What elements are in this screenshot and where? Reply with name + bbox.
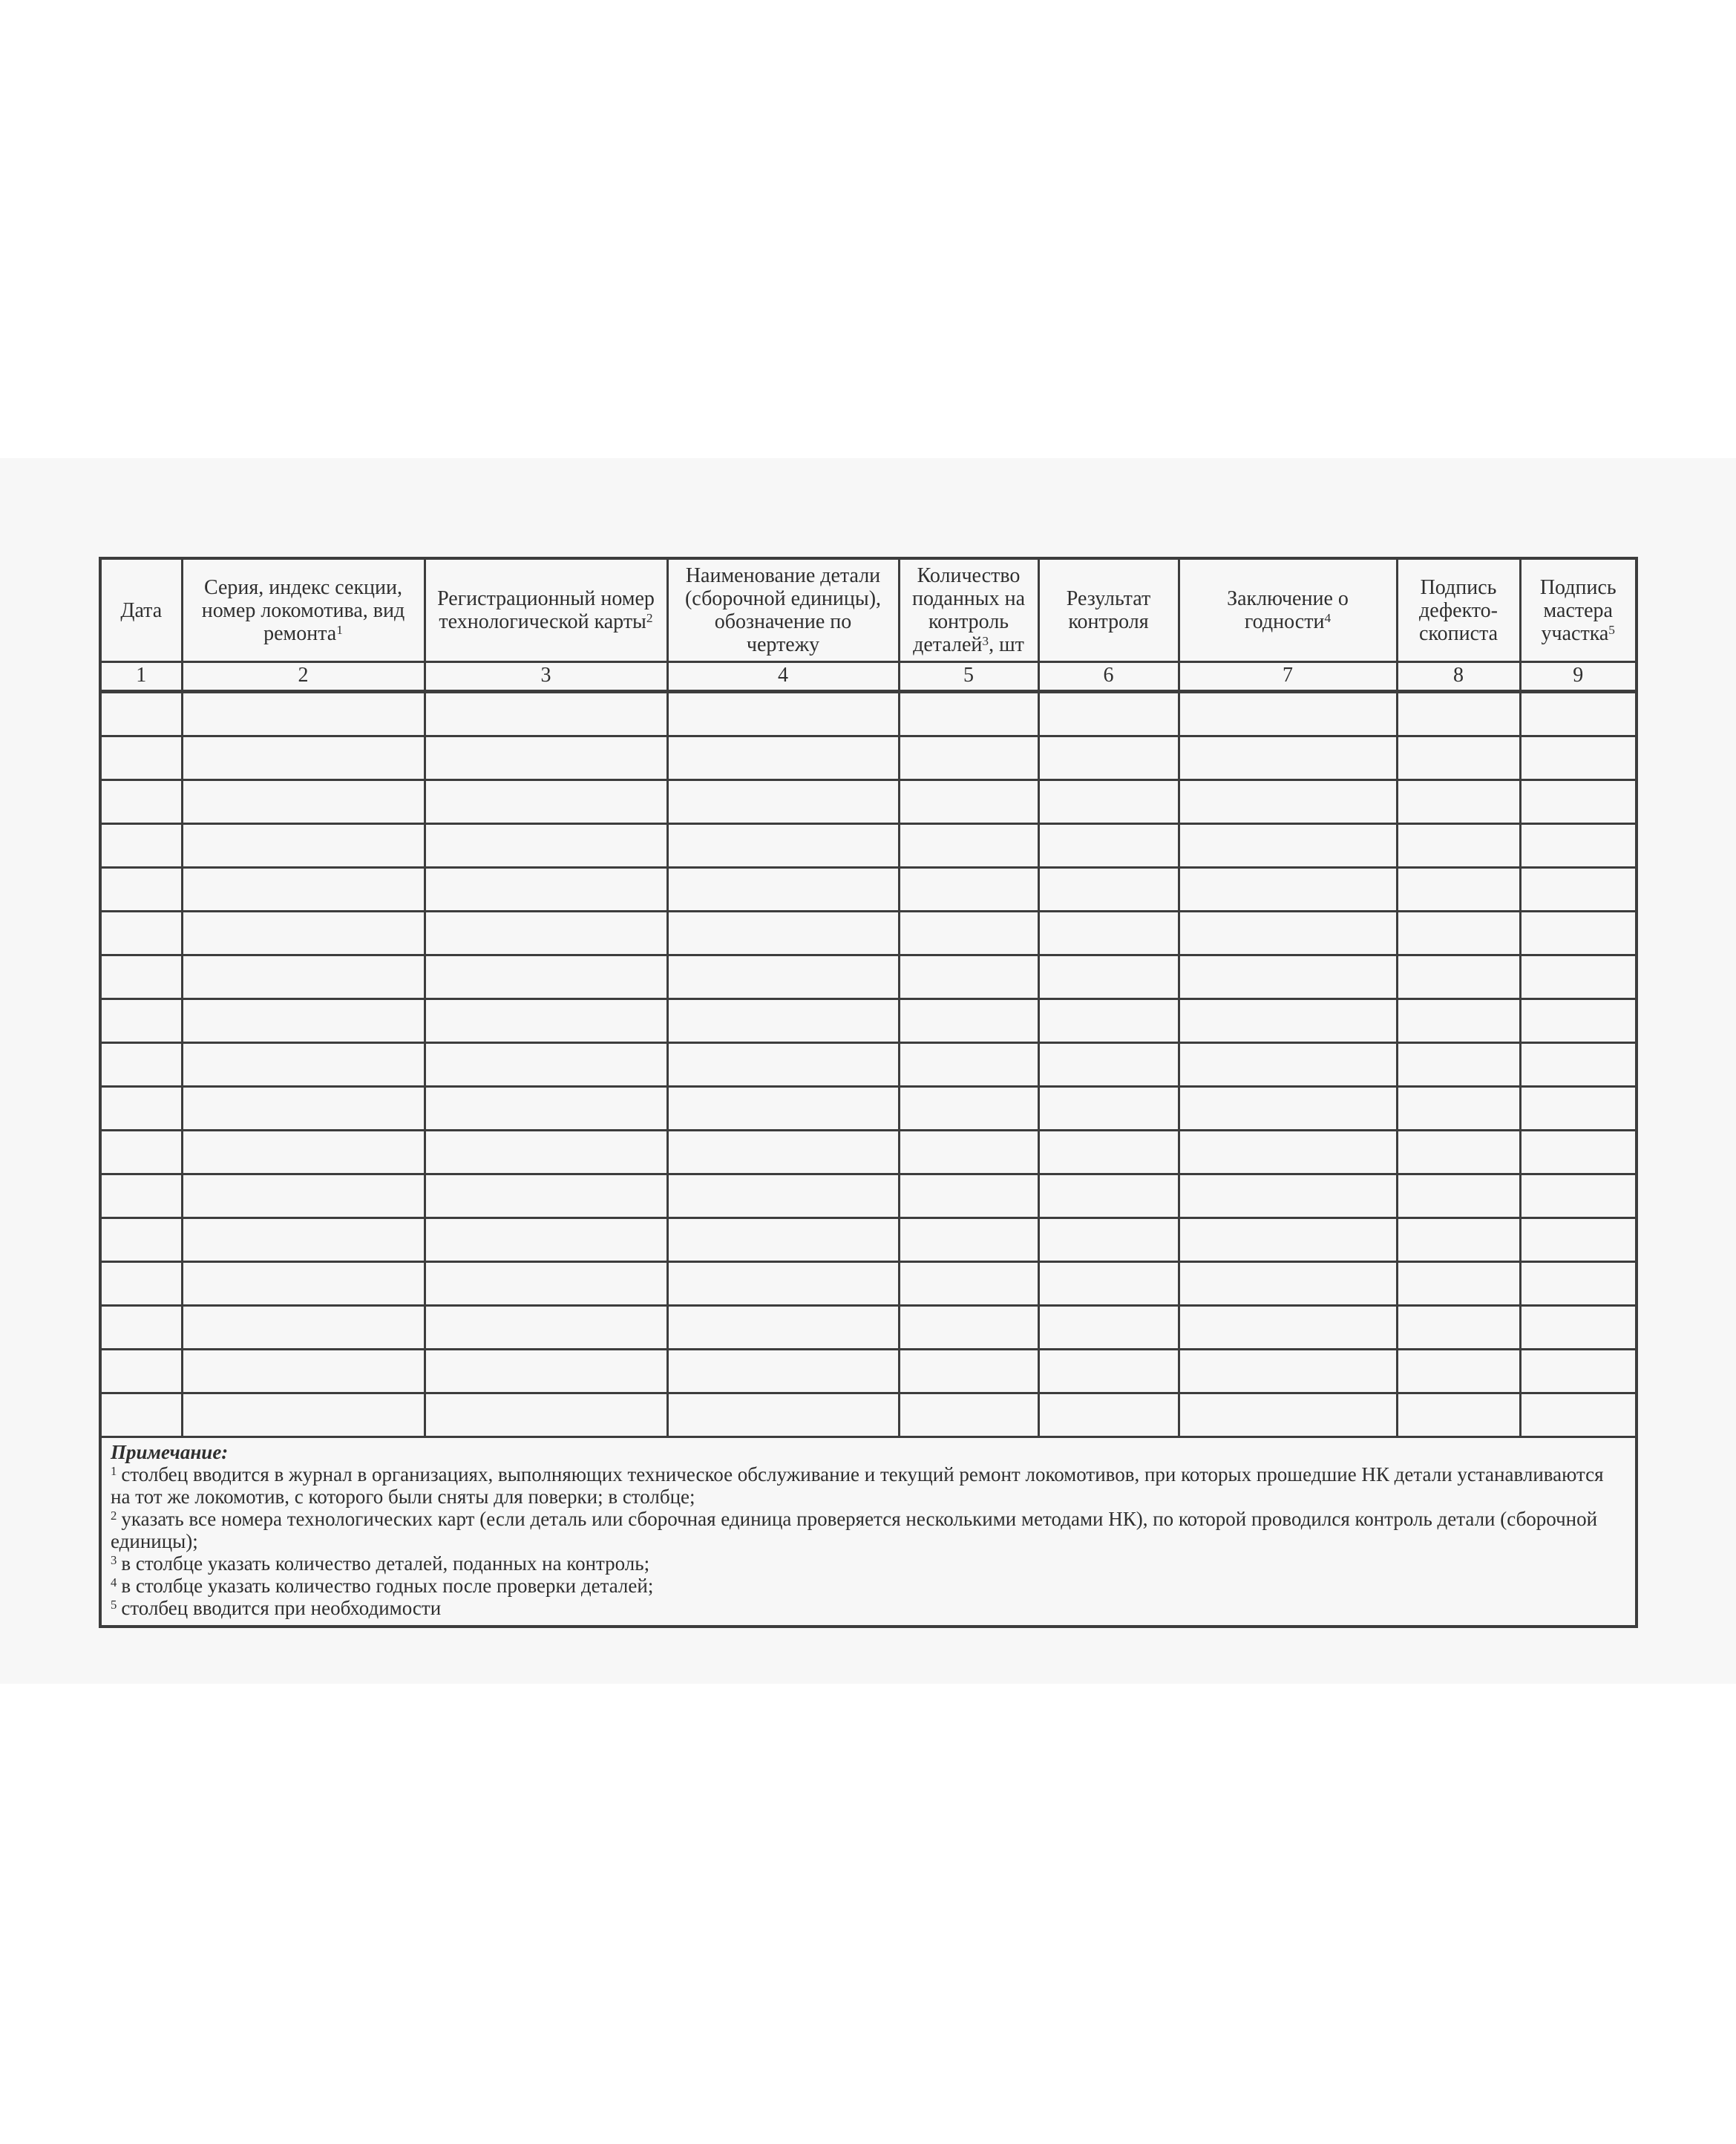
note-text: указать все номера технологических карт (если деталь или сборочная единица проверяется несколькими методами НК), по которой проводился контроль детали (сборочной единицы); xyxy=(111,1508,1598,1552)
empty-cell xyxy=(100,692,182,736)
table-row xyxy=(100,912,1637,955)
empty-cell xyxy=(1038,1350,1179,1393)
empty-cell xyxy=(1397,824,1520,868)
empty-cell xyxy=(667,1174,899,1218)
column-header-master-signature xyxy=(1520,558,1637,662)
empty-cell xyxy=(100,999,182,1043)
empty-cell xyxy=(1520,824,1637,868)
empty-cell xyxy=(667,1087,899,1131)
note-marker: 4 xyxy=(111,1575,117,1590)
table-row xyxy=(100,999,1637,1043)
note-text: в столбце указать количество деталей, поданных на контроль; xyxy=(121,1552,650,1575)
column-number: 8 xyxy=(1397,662,1520,692)
table-row xyxy=(100,1043,1637,1087)
table-row xyxy=(100,1174,1637,1218)
table-row xyxy=(100,1306,1637,1350)
empty-cell xyxy=(1397,999,1520,1043)
empty-cell xyxy=(1397,1174,1520,1218)
empty-cell xyxy=(1179,1218,1397,1262)
empty-cell xyxy=(1397,1262,1520,1306)
empty-cell xyxy=(100,912,182,955)
header-row xyxy=(100,558,1637,662)
empty-cell xyxy=(1038,999,1179,1043)
note-line-5 xyxy=(111,1597,1626,1619)
empty-cell xyxy=(1179,1306,1397,1350)
empty-cell xyxy=(1038,780,1179,824)
empty-cell xyxy=(182,955,425,999)
empty-cell xyxy=(1520,1174,1637,1218)
empty-cell xyxy=(182,912,425,955)
note-marker: 2 xyxy=(111,1509,117,1523)
empty-cell xyxy=(899,1218,1038,1262)
column-number: 1 xyxy=(100,662,182,692)
column-number: 9 xyxy=(1520,662,1637,692)
empty-cell xyxy=(1520,912,1637,955)
notes-row xyxy=(100,1437,1637,1627)
header-text: Регистрационный номер технологической карты xyxy=(437,587,655,633)
empty-cell xyxy=(182,868,425,912)
empty-cell xyxy=(100,1218,182,1262)
empty-cell xyxy=(425,1350,667,1393)
empty-cell xyxy=(667,824,899,868)
empty-cell xyxy=(899,736,1038,780)
table-row xyxy=(100,1350,1637,1393)
empty-cell xyxy=(899,868,1038,912)
empty-cell xyxy=(100,824,182,868)
note-text: столбец вводится при необходимости xyxy=(121,1597,442,1619)
header-text: Подпись мастера участка xyxy=(1539,575,1617,645)
empty-cell xyxy=(1520,1350,1637,1393)
empty-cell xyxy=(1520,1393,1637,1437)
empty-cell xyxy=(1397,955,1520,999)
empty-cell xyxy=(667,1393,899,1437)
note-text: в столбце указать количество годных после проверки деталей; xyxy=(121,1575,654,1597)
table-row xyxy=(100,1218,1637,1262)
empty-cell xyxy=(667,1262,899,1306)
empty-cell xyxy=(182,1306,425,1350)
empty-cell xyxy=(100,1043,182,1087)
column-number: 7 xyxy=(1179,662,1397,692)
empty-cell xyxy=(1397,1350,1520,1393)
empty-cell xyxy=(667,912,899,955)
empty-cell xyxy=(1397,912,1520,955)
empty-cell xyxy=(1038,1131,1179,1174)
empty-cell xyxy=(667,736,899,780)
empty-cell xyxy=(182,1174,425,1218)
empty-cell xyxy=(100,1262,182,1306)
empty-cell xyxy=(1520,1043,1637,1087)
empty-cell xyxy=(899,1306,1038,1350)
table-row xyxy=(100,824,1637,868)
empty-cell xyxy=(667,1131,899,1174)
table-row xyxy=(100,1262,1637,1306)
table-row xyxy=(100,1393,1637,1437)
empty-cell xyxy=(899,1393,1038,1437)
note-line-1 xyxy=(111,1463,1626,1508)
empty-cell xyxy=(899,780,1038,824)
empty-cell xyxy=(899,1262,1038,1306)
empty-cell xyxy=(1179,1043,1397,1087)
header-footnote-ref: 1 xyxy=(336,622,343,637)
header-footnote-ref: 4 xyxy=(1324,611,1332,626)
note-line-3 xyxy=(111,1552,1626,1575)
empty-cell xyxy=(667,1043,899,1087)
empty-cell xyxy=(1520,1087,1637,1131)
empty-cell xyxy=(899,1174,1038,1218)
empty-cell xyxy=(100,1350,182,1393)
header-text: Наименование детали (сборочной единицы), обозначение по чертежу xyxy=(684,564,882,656)
empty-cell xyxy=(1520,999,1637,1043)
empty-cell xyxy=(1179,824,1397,868)
empty-cell xyxy=(1397,1306,1520,1350)
empty-cell xyxy=(1179,999,1397,1043)
note-line-4 xyxy=(111,1575,1626,1597)
column-header-quantity xyxy=(899,558,1038,662)
header-text: Результат контроля xyxy=(1066,587,1151,633)
empty-cell xyxy=(100,955,182,999)
empty-cell xyxy=(1038,692,1179,736)
empty-cell xyxy=(182,780,425,824)
empty-cell xyxy=(425,999,667,1043)
empty-cell xyxy=(1179,780,1397,824)
empty-cell xyxy=(1038,1043,1179,1087)
empty-cell xyxy=(425,1043,667,1087)
column-header-part-name xyxy=(667,558,899,662)
column-number: 3 xyxy=(425,662,667,692)
empty-cell xyxy=(1520,692,1637,736)
empty-cell xyxy=(425,1262,667,1306)
empty-cell xyxy=(182,999,425,1043)
empty-cell xyxy=(1520,736,1637,780)
empty-cell xyxy=(182,1218,425,1262)
empty-cell xyxy=(1520,955,1637,999)
empty-cell xyxy=(182,1262,425,1306)
note-line-2 xyxy=(111,1508,1626,1552)
empty-cell xyxy=(1179,1350,1397,1393)
header-text: Заключение о годности xyxy=(1227,587,1349,633)
empty-cell xyxy=(1397,868,1520,912)
table-row xyxy=(100,1131,1637,1174)
empty-cell xyxy=(667,1306,899,1350)
empty-cell xyxy=(1179,912,1397,955)
empty-cell xyxy=(1397,1393,1520,1437)
empty-cell xyxy=(1397,1131,1520,1174)
note-marker: 5 xyxy=(111,1598,117,1612)
header-text: Дата xyxy=(120,598,163,622)
empty-cell xyxy=(1520,1306,1637,1350)
empty-cell xyxy=(1038,1174,1179,1218)
empty-cell xyxy=(1179,1131,1397,1174)
empty-cell xyxy=(425,1306,667,1350)
table-row xyxy=(100,780,1637,824)
empty-cell xyxy=(182,824,425,868)
empty-cell xyxy=(100,1306,182,1350)
empty-cell xyxy=(1179,868,1397,912)
column-header-reg-number xyxy=(425,558,667,662)
empty-cell xyxy=(1397,1218,1520,1262)
empty-cell xyxy=(1038,1087,1179,1131)
note-marker: 1 xyxy=(111,1464,117,1479)
empty-cell xyxy=(1179,955,1397,999)
empty-cell xyxy=(425,1218,667,1262)
empty-cell xyxy=(425,736,667,780)
empty-cell xyxy=(1038,736,1179,780)
empty-cell xyxy=(1179,736,1397,780)
column-numbers-row xyxy=(100,662,1637,692)
empty-cell xyxy=(1520,780,1637,824)
empty-cell xyxy=(667,868,899,912)
empty-cell xyxy=(899,955,1038,999)
empty-cell xyxy=(182,1043,425,1087)
header-text: Количество поданных на контроль деталей xyxy=(911,564,1026,656)
note-text: столбец вводится в журнал в организациях, выполняющих техническое обслуживание и текущий ремонт локомотивов, при которых прошедшие НК детали устанавливаются на тот же локомотив, с которого были сняты для поверки; в столбце; xyxy=(111,1463,1604,1508)
empty-cell xyxy=(1038,912,1179,955)
empty-cell xyxy=(182,736,425,780)
empty-cell xyxy=(182,1131,425,1174)
empty-cell xyxy=(182,1087,425,1131)
empty-cell xyxy=(1038,824,1179,868)
header-text: Подпись дефекто-скописта xyxy=(1418,575,1498,645)
empty-cell xyxy=(1397,736,1520,780)
column-header-date xyxy=(100,558,182,662)
empty-cell xyxy=(1038,955,1179,999)
table-row xyxy=(100,692,1637,736)
empty-cell xyxy=(1397,1087,1520,1131)
empty-cell xyxy=(182,1350,425,1393)
empty-cell xyxy=(425,692,667,736)
table-header xyxy=(100,558,1637,692)
empty-cell xyxy=(425,1087,667,1131)
column-header-result xyxy=(1038,558,1179,662)
table-row xyxy=(100,736,1637,780)
table-row xyxy=(100,955,1637,999)
empty-cell xyxy=(667,955,899,999)
notes-label: Примечание: xyxy=(111,1441,229,1463)
empty-cell xyxy=(899,1043,1038,1087)
empty-cell xyxy=(1038,1262,1179,1306)
empty-cell xyxy=(1038,1218,1179,1262)
empty-cell xyxy=(100,1393,182,1437)
notes-section xyxy=(100,1437,1637,1627)
table-row xyxy=(100,868,1637,912)
empty-cell xyxy=(1179,692,1397,736)
empty-cell xyxy=(425,824,667,868)
empty-cell xyxy=(667,1218,899,1262)
column-number: 6 xyxy=(1038,662,1179,692)
empty-cell xyxy=(667,692,899,736)
table-row xyxy=(100,1087,1637,1131)
empty-cell xyxy=(1038,1393,1179,1437)
note-marker: 3 xyxy=(111,1553,117,1568)
empty-cell xyxy=(1179,1087,1397,1131)
empty-cell xyxy=(899,999,1038,1043)
empty-cell xyxy=(1397,780,1520,824)
column-number: 5 xyxy=(899,662,1038,692)
empty-cell xyxy=(1038,1306,1179,1350)
empty-cell xyxy=(425,868,667,912)
empty-cell xyxy=(100,780,182,824)
empty-cell xyxy=(1179,1262,1397,1306)
empty-cell xyxy=(100,1131,182,1174)
empty-cell xyxy=(1179,1393,1397,1437)
empty-cell xyxy=(1520,868,1637,912)
empty-cell xyxy=(425,1131,667,1174)
nk-journal-table xyxy=(99,557,1638,1628)
notes-heading xyxy=(111,1441,1626,1463)
empty-cell xyxy=(1179,1174,1397,1218)
empty-cell xyxy=(667,780,899,824)
empty-cell xyxy=(1038,868,1179,912)
empty-cell xyxy=(425,1174,667,1218)
header-text: Серия, индекс секции, номер локомотива, вид ремонта xyxy=(201,575,405,645)
empty-cell xyxy=(425,955,667,999)
empty-cell xyxy=(899,912,1038,955)
column-header-series xyxy=(182,558,425,662)
empty-cell xyxy=(1520,1262,1637,1306)
empty-cell xyxy=(100,736,182,780)
empty-cell xyxy=(667,1350,899,1393)
empty-cell xyxy=(899,824,1038,868)
empty-rows xyxy=(100,692,1637,1437)
empty-cell xyxy=(182,692,425,736)
empty-cell xyxy=(1397,1043,1520,1087)
empty-cell xyxy=(899,1087,1038,1131)
header-footnote-ref: 5 xyxy=(1608,622,1615,637)
empty-cell xyxy=(425,780,667,824)
header-text-post: , шт xyxy=(989,633,1024,656)
empty-cell xyxy=(1520,1131,1637,1174)
empty-cell xyxy=(899,1131,1038,1174)
empty-cell xyxy=(100,1174,182,1218)
empty-cell xyxy=(182,1393,425,1437)
empty-cell xyxy=(1397,692,1520,736)
empty-cell xyxy=(425,912,667,955)
column-number: 2 xyxy=(182,662,425,692)
empty-cell xyxy=(425,1393,667,1437)
empty-cell xyxy=(100,868,182,912)
header-footnote-ref: 3 xyxy=(982,634,989,649)
column-number: 4 xyxy=(667,662,899,692)
column-header-conclusion xyxy=(1179,558,1397,662)
empty-cell xyxy=(667,999,899,1043)
column-header-inspector-signature xyxy=(1397,558,1520,662)
empty-cell xyxy=(1520,1218,1637,1262)
empty-cell xyxy=(899,692,1038,736)
header-footnote-ref: 2 xyxy=(646,611,653,626)
empty-cell xyxy=(100,1087,182,1131)
notes-cell xyxy=(100,1437,1637,1627)
empty-cell xyxy=(899,1350,1038,1393)
